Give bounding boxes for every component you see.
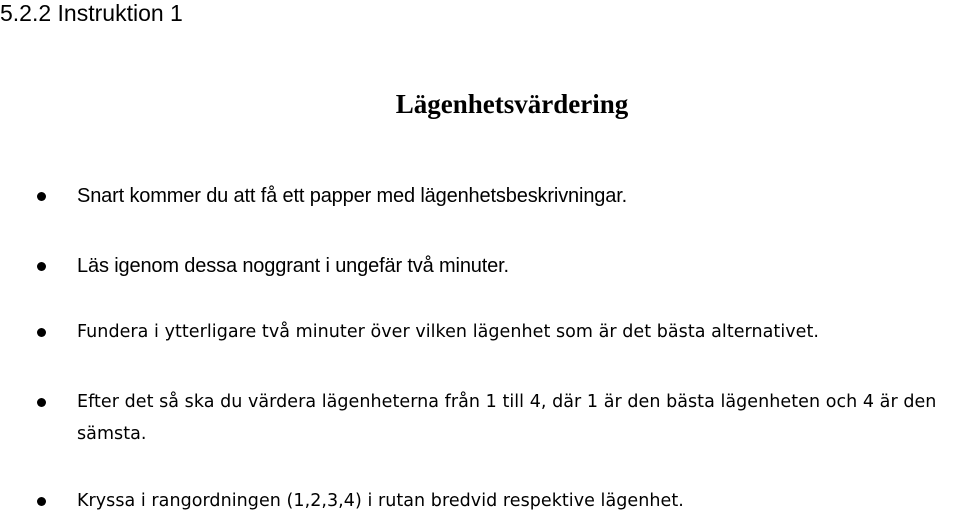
- bullet-icon: [37, 262, 46, 271]
- instruction-text: Fundera i ytterligare två minuter över vilken lägenhet som är det bästa alternativet.: [77, 322, 819, 342]
- bullet-icon: [37, 398, 46, 407]
- bullet-icon: [37, 497, 46, 506]
- document-title: Lägenhetsvärdering: [395, 89, 629, 119]
- instruction-text: Läs igenom dessa noggrant i ungefär två minuter.: [77, 255, 509, 277]
- instruction-text: Kryssa i rangordningen (1,2,3,4) i rutan bredvid respektive lägenhet.: [77, 491, 684, 511]
- bullet-icon: [37, 328, 46, 337]
- instruction-text: Snart kommer du att få ett papper med lägenhetsbeskrivningar.: [77, 185, 628, 207]
- bullet-icon: [37, 192, 46, 201]
- instruction-text: Efter det så ska du värdera lägenheterna från 1 till 4, där 1 är den bästa lägenheten och 4 är den sämsta.: [77, 392, 937, 444]
- section-heading: 5.2.2 Instruktion 1: [0, 0, 183, 26]
